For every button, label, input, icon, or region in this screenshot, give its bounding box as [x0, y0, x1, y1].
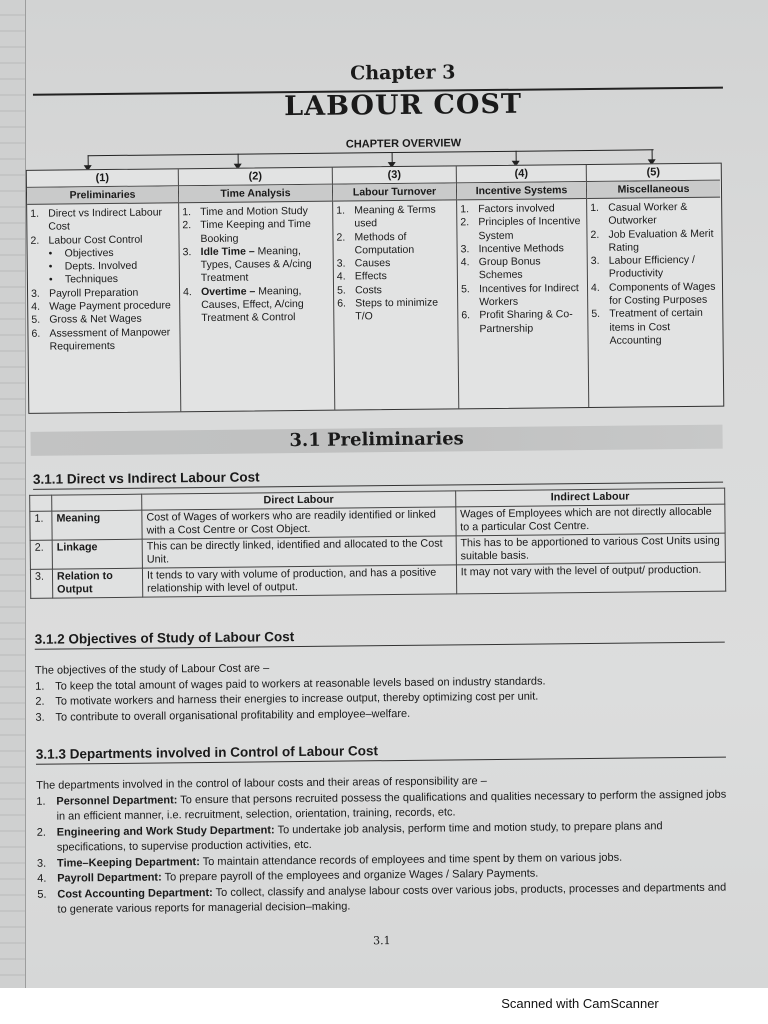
objectives-list [35, 672, 725, 726]
overview-column-number: (3) [333, 166, 456, 184]
list-item: 1. Personnel Department: To ensure that persons recruited possess the qualifications and qualities necessary to perform the assigned jobs in an efficient manner, i.e. recruitment, selection, orientation, training, records, etc. [36, 788, 727, 823]
list-item: 2. Engineering and Work Study Department: To undertake job analysis, perform time and motion study, to prepare plans and specifications, to supervise production activities, etc. [36, 819, 663, 854]
list-item: 3. Payroll Preparation [30, 286, 139, 300]
objectives-intro: The objectives of the study of Labour Cost are – [34, 662, 270, 677]
list-item: 3. Causes [336, 257, 391, 270]
list-item: 1. Meaning & Terms used [336, 203, 436, 230]
overview-column-labour-turnover [333, 166, 460, 409]
direct-cell: This can be directly linked, identified and allocated to the Cost Unit. [142, 536, 456, 568]
departments-block [36, 772, 727, 919]
overview-arrow-3 [392, 152, 393, 166]
list-item: 1. Factors involved [460, 202, 555, 216]
table-row: 1. Meaning Cost of Wages of workers who are readily identified or linked with a Cost Centre or Cost Object. Wages of Employees which are not directly allocable to a particular Cost Centre. [30, 504, 725, 540]
list-item: 5. Treatment of certain items in Cost Accounting [591, 307, 703, 347]
overview-arrow-1 [88, 155, 89, 169]
chapter-label: Chapter 3 [350, 61, 456, 85]
list-item: 3. Incentive Methods [460, 242, 564, 256]
list-item: 6. Steps to minimize T/O [337, 296, 439, 323]
list-item: 4. Components of Wages for Costing Purposes [590, 280, 716, 307]
list-item: 4. Effects [336, 270, 387, 284]
direct-cell: It tends to vary with volume of production, and has a positive relationship with level of output. [142, 565, 456, 597]
sub-list-item: • Techniques [48, 273, 119, 287]
direct-cell: Cost of Wages of workers who are readily identified or linked with a Cost Centre or Cost Object. [142, 507, 456, 539]
chapter-overview-table [26, 163, 725, 414]
chapter-title: LABOUR COST [284, 88, 523, 123]
column-header-direct: Direct Labour [142, 491, 456, 510]
row-label: Meaning [52, 510, 142, 540]
objectives-block [35, 657, 726, 726]
list-item: 5. Costs [336, 283, 382, 297]
indirect-cell: This has to be apportioned to various Cost Units using suitable basis. [456, 533, 726, 565]
subsection-heading-3-1-1: 3.1.1 Direct vs Indirect Labour Cost [33, 465, 723, 490]
list-item: 4. Overtime – Meaning, Causes, Effect, A/cing Treatment & Control [182, 284, 304, 325]
overview-column-heading: Incentive Systems [457, 182, 586, 200]
list-item: 2. Time Keeping and Time Booking [182, 218, 311, 245]
list-item: 4. Wage Payment procedure [31, 299, 171, 313]
list-item: 2. To motivate workers and harness their energies to increase output, thereby optimizing cost per unit. [35, 690, 539, 708]
overview-column-number: (1) [27, 169, 178, 188]
bullet-icon: • [48, 260, 53, 273]
list-item: 3. Time–Keeping Department: To maintain attendance records of employees and time spent by them on various jobs. [36, 851, 623, 870]
overview-column-incentive-systems [457, 165, 590, 408]
list-item: 3. Labour Efficiency / Productivity [590, 254, 696, 281]
sub-list-item: • Depts. Involved [48, 259, 138, 273]
list-item: 2. Job Evaluation & Merit Rating [590, 227, 714, 254]
list-item: 1. Direct vs Indirect Labour Cost [30, 206, 163, 233]
section-title: 3.1 Preliminaries [289, 428, 464, 452]
overview-arrow-2 [238, 154, 239, 168]
list-item: 3. Idle Time – Meaning, Types, Causes & A/cing Treatment [182, 244, 312, 285]
table-row: 2. Linkage This can be directly linked, identified and allocated to the Cost Unit. This has to be apportioned to various Cost Units using suitable basis. [30, 533, 725, 569]
sub-list-item: • Objectives [48, 246, 114, 260]
departments-list [36, 787, 727, 918]
row-label: Relation to Output [52, 568, 142, 598]
overview-column-number: (2) [179, 168, 332, 187]
sub-list [31, 246, 176, 287]
overview-column-time-analysis [179, 168, 336, 412]
table-row: 3. Relation to Output It tends to vary with volume of production, and has a positive relationship with level of output. It may not vary with the level of output/ production. [30, 562, 725, 598]
overview-arrow-5 [652, 149, 653, 163]
list-item: 1. Casual Worker & Outworker [590, 200, 688, 228]
direct-vs-indirect-table [29, 488, 726, 599]
list-item: 2. Principles of Incentive System [460, 215, 581, 242]
camscanner-watermark: Scanned with CamScanner [501, 996, 659, 1011]
list-item: 5. Incentives for Indirect Workers [460, 281, 579, 309]
bullet-icon: • [48, 247, 53, 260]
list-item: 1. Time and Motion Study [182, 204, 308, 219]
indirect-cell: It may not vary with the level of output/ production. [456, 562, 726, 594]
overview-list [333, 200, 457, 324]
list-item: 2. Labour Cost Control • Objectives • Depts. Involved • Techniques [30, 233, 176, 288]
list-item: 4. Payroll Department: To prepare payroll of the employees and organize Wages / Salary Payments. [37, 867, 539, 885]
overview-column-heading: Miscellaneous [587, 181, 720, 199]
page-number: 3.1 [373, 934, 391, 948]
overview-list [457, 199, 587, 336]
row-label: Linkage [52, 539, 142, 569]
overview-column-heading: Time Analysis [179, 185, 332, 204]
overview-arrow-4 [516, 151, 517, 165]
column-header-indirect: Indirect Labour [455, 488, 724, 507]
chapter-overview-label: CHAPTER OVERVIEW [345, 137, 462, 151]
overview-list [587, 198, 722, 349]
book-binding-edge [0, 0, 26, 988]
book-page [22, 0, 768, 988]
overview-list [27, 203, 180, 354]
overview-list [179, 202, 333, 326]
list-item: 5. Cost Accounting Department: To collect, classify and analyse labour costs over various jobs, products, processes and departments and to generate various reports for managerial decision–making. [37, 881, 727, 916]
overview-column-miscellaneous [587, 164, 723, 407]
departments-intro: The departments involved in the control of labour costs and their areas of responsibility are – [36, 775, 487, 792]
list-item: 6. Assessment of Manpower Requirements [31, 326, 171, 353]
overview-connector-line [88, 149, 654, 156]
overview-column-preliminaries [27, 169, 182, 413]
list-item: 5. Gross & Net Wages [31, 313, 142, 327]
subsection-heading-3-1-2: 3.1.2 Objectives of Study of Labour Cost [35, 625, 725, 650]
overview-column-heading: Preliminaries [27, 186, 178, 205]
list-item: 1. To keep the total amount of wages paid to workers at reasonable levels based on industry standards. [35, 674, 546, 693]
subsection-heading-3-1-3: 3.1.3 Departments involved in Control of Labour Cost [36, 740, 726, 765]
list-item: 6. Profit Sharing & Co-Partnership [461, 308, 573, 335]
overview-column-number: (4) [457, 165, 586, 183]
list-item: 2. Methods of Computation [336, 230, 415, 257]
overview-column-heading: Labour Turnover [333, 183, 456, 201]
indirect-cell: Wages of Employees which are not directly allocable to a particular Cost Centre. [456, 504, 726, 536]
list-item: 3. To contribute to overall organisational profitability and employee–welfare. [35, 707, 411, 724]
list-item: 4. Group Bonus Schemes [460, 255, 541, 282]
overview-column-number: (5) [587, 164, 720, 182]
bullet-icon: • [48, 274, 53, 287]
